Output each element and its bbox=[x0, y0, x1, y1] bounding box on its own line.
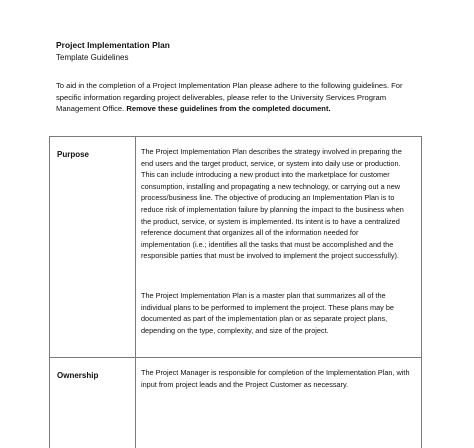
intro-line-text: Management Office. bbox=[56, 104, 127, 114]
cell-line: depending on the type, complexity, and size of the project. bbox=[141, 325, 329, 335]
cell-line: the product, service, or system is implemented. Its intent is to have a centralized bbox=[141, 216, 400, 226]
cell-line: documented as part of the implementation plan or as separate project plans, bbox=[141, 314, 388, 324]
cell-line: responsible parties that must be involved to implement the project successfully). bbox=[141, 251, 399, 261]
document-subtitle: Template Guidelines bbox=[56, 53, 129, 62]
table-column-divider bbox=[135, 136, 136, 448]
intro-bold-note: Remove these guidelines from the completed document. bbox=[126, 104, 331, 114]
purpose-paragraph-1 bbox=[141, 146, 421, 262]
table-row-divider bbox=[49, 357, 422, 358]
purpose-paragraph-2 bbox=[141, 290, 421, 336]
cell-line: The Project Manager is responsible for completion of the Implementation Plan, with bbox=[141, 368, 410, 377]
row-label-ownership: Ownership bbox=[57, 371, 99, 380]
row-label-purpose: Purpose bbox=[57, 150, 90, 159]
intro-line: specific information regarding project deliverables, please refer to the University Services Program bbox=[56, 92, 387, 102]
cell-line: This can include introducing a new product into the marketplace for customer bbox=[141, 170, 390, 180]
cell-line: end users and the target product, service, or system into daily use or production. bbox=[141, 158, 401, 168]
cell-line: process/business line. The objective of producing an Implementation Plan is to bbox=[141, 193, 395, 203]
cell-line: reduce risk of implementation failure by planning the impact to the business when bbox=[141, 204, 404, 214]
cell-line: The Project Implementation Plan is a master plan that summarizes all of the bbox=[141, 291, 386, 300]
intro-line: To aid in the completion of a Project Implementation Plan please adhere to the following guidelines. For bbox=[56, 81, 403, 90]
document-title: Project Implementation Plan bbox=[56, 40, 170, 50]
ownership-paragraph bbox=[141, 367, 421, 390]
cell-line: individual plans to be performed to implement the project. These plans may be bbox=[141, 302, 394, 312]
intro-line bbox=[56, 103, 416, 115]
cell-line: implementation (i.e.; identifies all the tasks that must be accomplished and the bbox=[141, 239, 394, 249]
intro-paragraph bbox=[56, 80, 416, 115]
cell-line: The Project Implementation Plan describes the strategy involved in preparing the bbox=[141, 147, 402, 156]
cell-line: consumption, installing and propagating a new technology, or carrying out a new bbox=[141, 181, 401, 191]
cell-line: input from project leads and the Project Customer as necessary. bbox=[141, 379, 349, 389]
cell-line: reference document that organizes all of the information needed for bbox=[141, 228, 359, 238]
